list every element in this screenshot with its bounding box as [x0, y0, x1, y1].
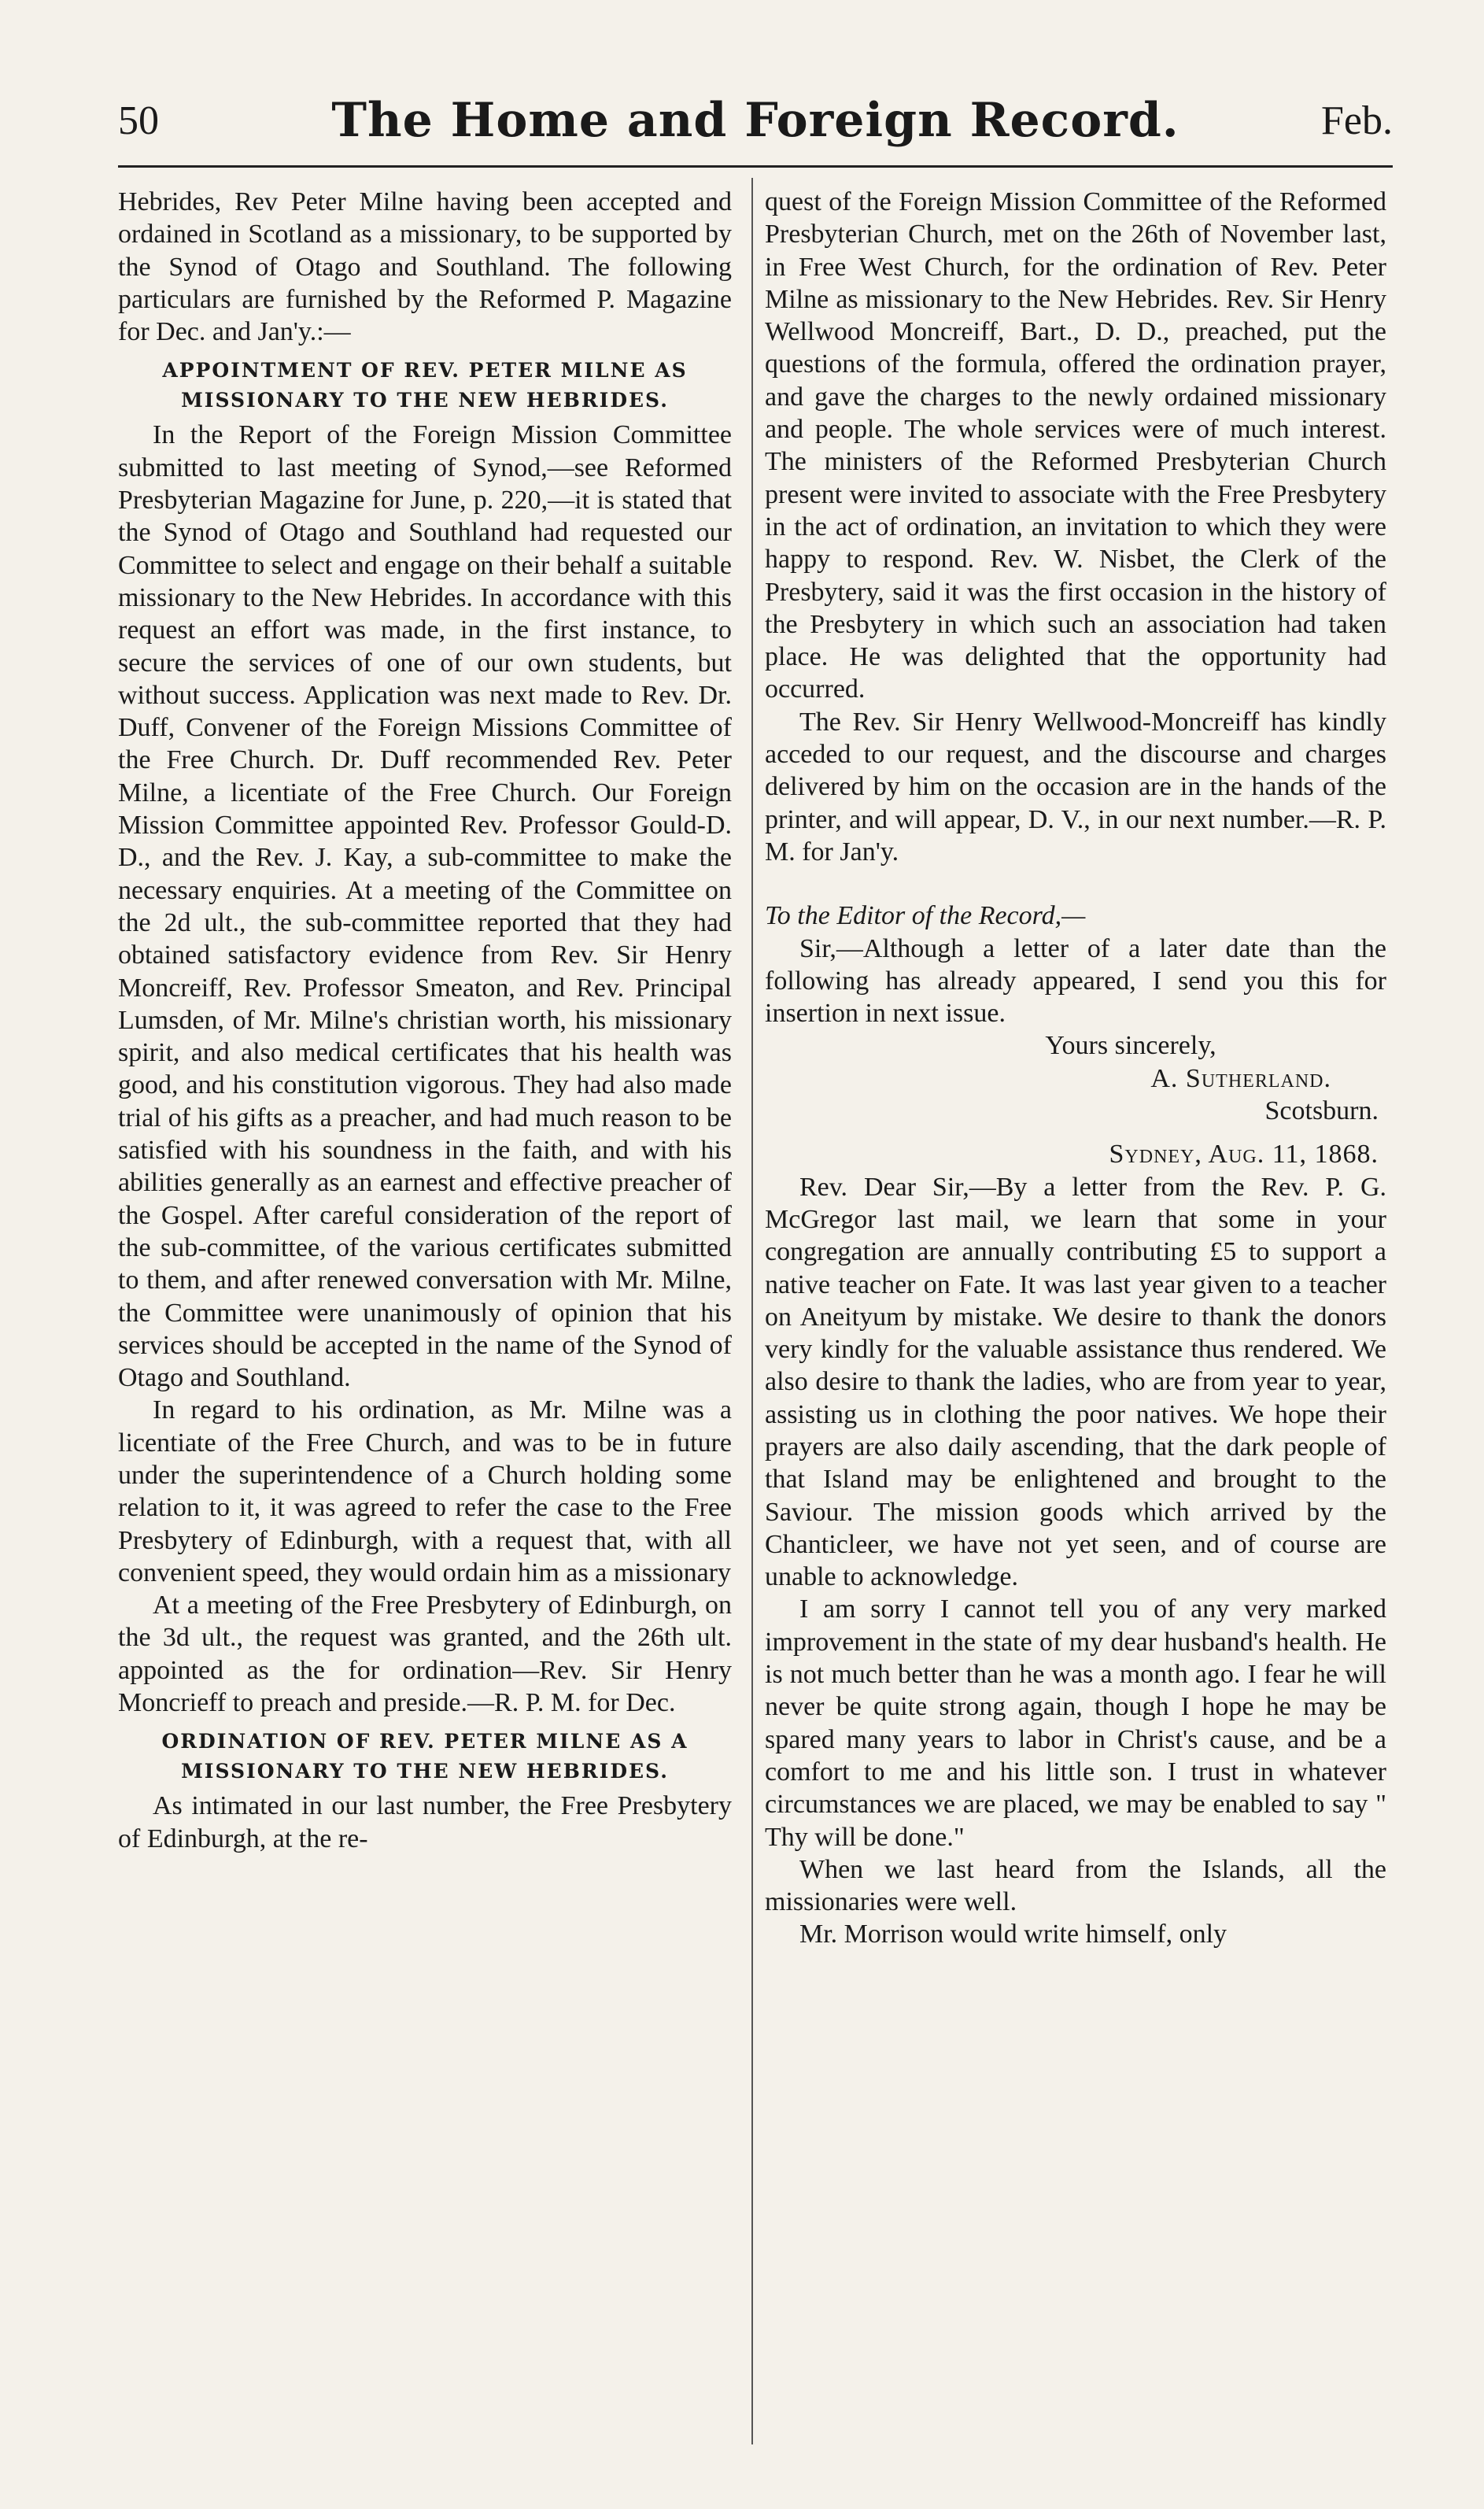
column-divider — [751, 178, 753, 2444]
letter-place: Scotsburn. — [1264, 1096, 1379, 1126]
issue-month: Feb. — [1321, 98, 1393, 143]
letter-salutation: To the Editor of the Record,— — [765, 901, 1086, 931]
letter-dateline: Sydney, Aug. 11, 1868. — [1109, 1140, 1379, 1170]
section-heading-ordination: ORDINATION OF REV. PETER MILNE AS A MISSIONARY TO THE NEW HEBRIDES. — [161, 1730, 688, 1783]
header-rule — [118, 165, 1393, 168]
body-paragraph: When we last heard from the Islands, all the missionaries were well. — [765, 1854, 1386, 1917]
body-paragraph: As intimated in our last number, the Free Presbytery of Edinburgh, at the re- — [118, 1791, 732, 1853]
body-paragraph: In regard to his ordination, as Mr. Milne was a licentiate of the Free Church, and was to be in future under the superintendence of a Church holding some relation to it, it was agreed to refer the case to the Free Presbytery of Edinburgh, with a request that, with all convenient speed, they would ordain him as a missionary — [118, 1395, 732, 1587]
section-heading-appointment: APPOINTMENT OF REV. PETER MILNE AS MISSIONARY TO THE NEW HEBRIDES. — [162, 359, 688, 412]
body-paragraph: I am sorry I cannot tell you of any very marked improvement in the state of my dear husband's health. He is not much better than he was a month ago. I fear he will never be quite strong again, though I hope he may be spared many years to labor in Christ's cause, and be a comfort to me and his little son. I trust in whatever circumstances we are placed, we may be enabled to say " Thy will be done." — [765, 1594, 1386, 1852]
body-paragraph: quest of the Foreign Mission Committee of the Reformed Presbyterian Church, met on the 26th of November last, in Free West Church, for the ordination of Rev. Peter Milne as missionary to the New Hebrides. Rev. Sir Henry Wellwood Moncreiff, Bart., D. D., preached, put the questions of the formula, offered the ordination prayer, and gave the charges to the newly ordained missionary and people. The whole services were of much interest. The ministers of the Reformed Presbyterian Church present were invited to associate with the Free Presbytery in the act of ordination, an invitation to which they were happy to respond. Rev. W. Nisbet, the Clerk of the Presbytery, said it was the first occasion in the history of the Presbytery in which such an association had taken place. He was delighted that the opportunity had occurred. — [765, 187, 1386, 704]
letter-signature: A. Sutherland. — [1150, 1063, 1331, 1093]
letter-closing: Yours sincerely, — [1045, 1031, 1216, 1061]
page-number: 50 — [118, 98, 159, 143]
letter-intro: Sir,—Although a letter of a later date than the following has already appeared, I send you this for insertion in next issue. — [765, 933, 1386, 1029]
page-header — [118, 93, 1393, 156]
right-column — [765, 186, 1386, 1951]
intro-paragraph: Hebrides, Rev Peter Milne having been accepted and ordained in Scotland as a missionary, to be supported by the Synod of Otago and Southland. The following particulars are furnished by the Reformed P. Magazine for Dec. and Jan'y.:— — [118, 187, 732, 347]
journal-title: The Home and Foreign Record. — [331, 93, 1179, 148]
spacer — [765, 1127, 1386, 1138]
body-paragraph: The Rev. Sir Henry Wellwood-Moncreiff has kindly acceded to our request, and the discourse and charges delivered by him on the occasion are in the hands of the printer, and will appear, D. V., in our next number.—R. P. M. for Jan'y. — [765, 707, 1386, 867]
body-paragraph: At a meeting of the Free Presbytery of Edinburgh, on the 3d ult., the request was granted, and the 26th ult. appointed as the for ordination—Rev. Sir Henry Moncrieff to preach and preside.—R. P. M. for Dec. — [118, 1591, 732, 1718]
body-paragraph: Mr. Morrison would write himself, only — [799, 1920, 1227, 1949]
left-column — [118, 186, 732, 1855]
body-paragraph: Rev. Dear Sir,—By a letter from the Rev. P. G. McGregor last mail, we learn that some in your congregation are annually contributing £5 to support a native teacher on Fate. It was last year given to a teacher on Aneityum by mistake. We desire to thank the donors very kindly for the valuable assistance thus rendered. We also desire to thank the ladies, who are from year to year, assisting us in clothing the poor natives. We hope their prayers are also daily ascending, that the dark people of that Island may be enlightened and brought to the Saviour. The mission goods which arrived by the Chanticleer, we have not yet seen, and of course are unable to acknowledge. — [765, 1172, 1386, 1592]
body-paragraph: In the Report of the Foreign Mission Committee submitted to last meeting of Synod,—see Reformed Presbyterian Magazine for June, p. 220,—it is stated that the Synod of Otago and Southland had requested our Committee to select and engage on their behalf a suitable missionary to the New Hebrides. In accordance with this request an effort was made, in the first instance, to secure the services of one of our own students, but without success. Application was next made to Rev. Dr. Duff, Convener of the Foreign Missions Committee of the Free Church. Dr. Duff recommended Rev. Peter Milne, a licentiate of the Free Church. Our Foreign Mission Committee appointed Rev. Professor Gould-D. D., and the Rev. J. Kay, a sub-committee to make the necessary enquiries. At a meeting of the Committee on the 2d ult., the sub-committee reported that they had obtained satisfactory evidence from Rev. Sir Henry Moncreiff, Rev. Professor Smeaton, and Rev. Principal Lumsden, of Mr. Milne's christian worth, his missionary spirit, and also medical certificates that his health was good, and his constitution vigorous. They had also made trial of his gifts as a preacher, and had much reason to be satisfied with his soundness in the faith, and with his abilities generally as an earnest and effective preacher of the Gospel. After careful consideration of the report of the sub-committee, of the various certificates submitted to them, and after renewed conversation with Mr. Milne, the Committee were unanimously of opinion that his services should be accepted in the name of the Synod of Otago and Southland. — [118, 420, 732, 1393]
